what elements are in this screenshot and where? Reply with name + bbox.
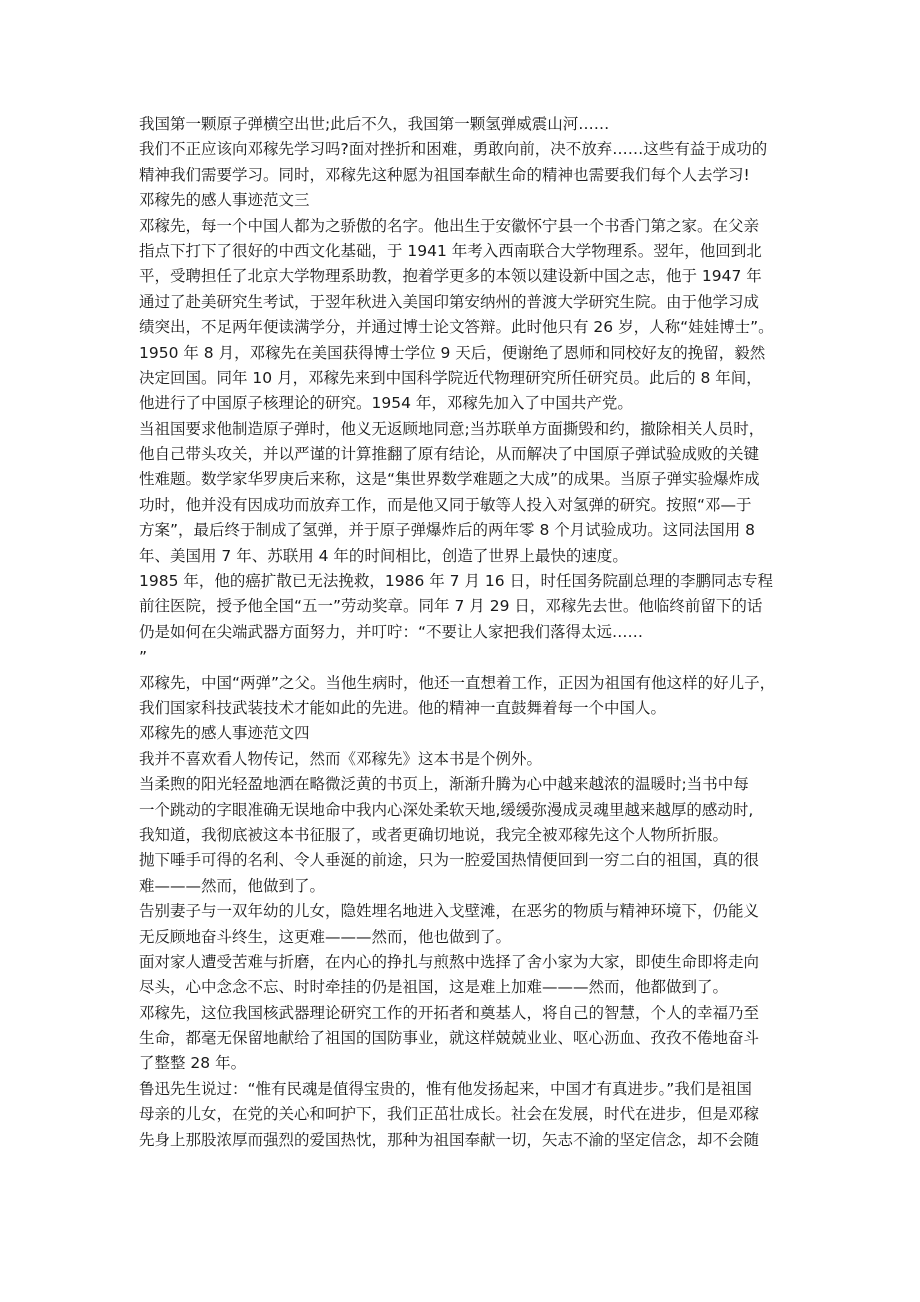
text-line: 我知道，我彻底被这本书征服了，或者更确切地说，我完全被邓稼先这个人物所折服。 xyxy=(139,825,729,844)
text-line: 他进行了中国原子核理论的研究。1954 年，邓稼先加入了中国共产党。 xyxy=(139,394,633,413)
text-line: 我并不喜欢看人物传记，然而《邓稼先》这本书是个例外。 xyxy=(139,749,543,768)
document-body xyxy=(139,112,799,1153)
text-line: 他自己带头攻关，并以严谨的计算推翻了原有结论，从而解决了中国原子弹试验成败的关键 xyxy=(139,445,760,464)
text-line: 生命，都毫无保留地献给了祖国的国防事业，就这样兢兢业业、呕心沥血、孜孜不倦地奋斗 xyxy=(139,1029,760,1048)
text-line: 功时，他并没有因成功而放弃工作，而是他又同于敏等人投入对氢弹的研究。按照“邓—于 xyxy=(139,495,752,514)
text-line: 告别妻子与一双年幼的儿女，隐姓埋名地进入戈壁滩，在恶劣的物质与精神环境下，仍能义 xyxy=(139,902,760,921)
text-line: 先身上那股浓厚而强烈的爱国热忱，那种为祖国奉献一切，矢志不渝的坚定信念，却不会随 xyxy=(139,1130,760,1149)
text-line: 面对家人遭受苦难与折磨，在内心的挣扎与煎熬中选择了舍小家为大家，即使生命即将走向 xyxy=(139,952,760,971)
text-line: 鲁迅先生说过：“惟有民魂是值得宝贵的，惟有他发扬起来，中国才有真进步。”我们是祖国 xyxy=(139,1079,752,1098)
text-line: 性难题。数学家华罗庚后来称，这是“集世界数学难题之大成”的成果。当原子弹实验爆炸成 xyxy=(139,470,760,489)
text-line: 年、美国用 7 年、苏联用 4 年的时间相比，创造了世界上最快的速度。 xyxy=(139,546,628,565)
text-line: 前往医院，授予他全国“五一”劳动奖章。同年 7 月 29 日，邓稼先去世。他临终前留下的话 xyxy=(139,597,763,616)
text-line: 指点下打下了很好的中西文化基础，于 1941 年考入西南联合大学物理系。翌年，他回到北 xyxy=(139,241,762,260)
text-line: 邓稼先，每一个中国人都为之骄傲的名字。他出生于安徽怀宁县一个书香门第之家。在父亲 xyxy=(139,216,760,235)
text-line: 尽头，心中念念不忘、时时牵挂的仍是祖国，这是难上加难———然而，他都做到了。 xyxy=(139,978,729,997)
text-line: 精神我们需要学习。同时，邓稼先这种愿为祖国奉献生命的精神也需要我们每个人去学习! xyxy=(139,165,750,184)
text-line: 决定回国。同年 10 月，邓稼先来到中国科学院近代物理研究所任研究员。此后的 8 年间， xyxy=(139,368,762,387)
text-line: 邓稼先，中国“两弹”之父。当他生病时，他还一直想着工作，正因为祖国有他这样的好儿子， xyxy=(139,673,776,692)
text-line: 平，受聘担任了北京大学物理系助教，抱着学更多的本领以建设新中国之志，他于 1947 年 xyxy=(139,267,762,286)
text-line: 仍是如何在尖端武器方面努力，并叮咛：“不要让人家把我们落得太远…… xyxy=(139,622,644,641)
text-line: 当柔煦的阳光轻盈地洒在略微泛黄的书页上，渐渐升腾为心中越来越浓的温暖时;当书中每 xyxy=(139,775,749,794)
section-heading: 邓稼先的感人事迹范文四 xyxy=(139,724,310,743)
section-heading: 邓稼先的感人事迹范文三 xyxy=(139,191,310,210)
text-line: 1985 年，他的癌扩散已无法挽救，1986 年 7 月 16 日，时任国务院副总理的李鹏同志专程 xyxy=(139,572,774,591)
text-line: 母亲的儿女，在党的关心和呵护下，我们正茁壮成长。社会在发展，时代在进步，但是邓稼 xyxy=(139,1105,760,1124)
text-line: 我国第一颗原子弹横空出世;此后不久，我国第一颗氢弹威震山河…… xyxy=(139,115,610,133)
text-line: 1950 年 8 月，邓稼先在美国获得博士学位 9 天后，便谢绝了恩师和同校好友的挽留，毅然 xyxy=(139,343,766,362)
text-line: 绩突出，不足两年便读满学分，并通过博士论文答辩。此时他只有 26 岁，人称“娃娃博士”。 xyxy=(139,318,774,337)
text-line: 难———然而，他做到了。 xyxy=(139,876,326,895)
text-line: 通过了赴美研究生考试，于翌年秋进入美国印第安纳州的普渡大学研究生院。由于他学习成 xyxy=(139,292,760,311)
text-line: 邓稼先，这位我国核武器理论研究工作的开拓者和奠基人，将自己的智慧，个人的幸福乃至 xyxy=(139,1003,760,1022)
text-line: 我们不正应该向邓稼先学习吗?面对挫折和困难，勇敢向前，决不放弃……这些有益于成功的 xyxy=(139,140,768,159)
text-line: 一个跳动的字眼准确无误地命中我内心深处柔软天地,缓缓弥漫成灵魂里越来越厚的感动时, xyxy=(139,800,754,819)
text-line: 我们国家科技武装技术才能如此的先进。他的精神一直鼓舞着每一个中国人。 xyxy=(139,698,667,717)
text-line: 抛下唾手可得的名利、令人垂涎的前途，只为一腔爱国热情便回到一穷二白的祖国，真的很 xyxy=(139,851,760,870)
text-line: 无反顾地奋斗终生，这更难———然而，他也做到了。 xyxy=(139,927,512,946)
text-line: 方案”，最后终于制成了氢弹，并于原子弹爆炸后的两年零 8 个月试验成功。这同法国用 8 xyxy=(139,521,756,540)
text-line: 了整整 28 年。 xyxy=(139,1054,247,1073)
text-line: 当祖国要求他制造原子弹时，他义无返顾地同意;当苏联单方面撕毁和约，撤除相关人员时， xyxy=(139,419,765,438)
text-line: ” xyxy=(139,648,148,667)
